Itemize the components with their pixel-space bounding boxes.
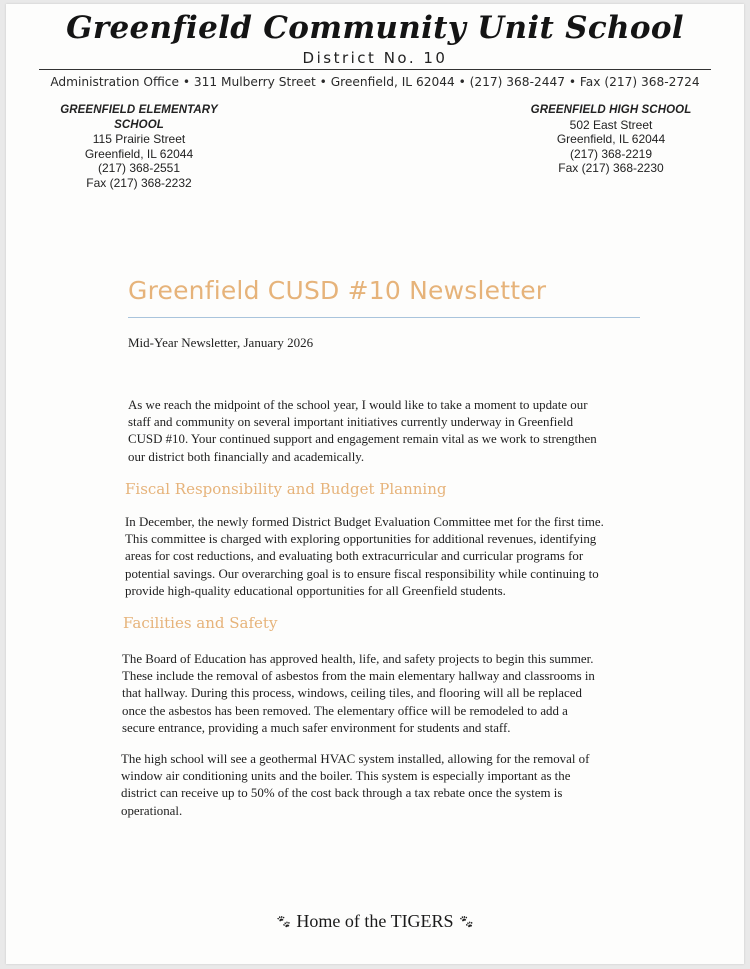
school-street: 502 East Street — [569, 117, 653, 132]
paw-print-icon: 🐾︎ — [275, 914, 292, 929]
text-line: district can receive up to 50% of the cost back through a tax rebate once the system is — [121, 786, 563, 801]
administration-address: Administration Office • 311 Mulberry Street • Greenfield, IL 62044 • (217) 368-2447 • Fax (217) 368-2724 — [50, 75, 700, 89]
paw-print-icon: 🐾︎ — [458, 914, 475, 929]
text-line: CUSD #10. Your continued support and engagement remain vital as we work to strengthen — [128, 432, 597, 447]
school-street: 115 Prairie Street — [92, 132, 186, 146]
text-line: window air conditioning units and the boiler. This system is especially important as the — [121, 769, 571, 784]
newsletter-title: Greenfield CUSD #10 Newsletter — [128, 276, 547, 305]
high-school-address — [526, 103, 696, 176]
school-fax: Fax (217) 368-2232 — [86, 175, 192, 190]
text-line: that hallway. During this process, windows, ceiling tiles, and flooring will all be replaced — [122, 686, 582, 701]
motto-text: Home of the TIGERS — [296, 911, 454, 931]
text-line: once the asbestos has been removed. The elementary office will be remodeled to add a — [122, 703, 568, 718]
fiscal-paragraph — [125, 514, 604, 600]
section-heading-facilities: Facilities and Safety — [123, 614, 278, 632]
text-line: The high school will see a geothermal HVAC system installed, allowing for the removal of — [121, 752, 590, 766]
facilities-paragraph-1 — [122, 651, 595, 737]
facilities-paragraph-2 — [121, 751, 589, 820]
title-underline — [128, 317, 640, 318]
text-line: In December, the newly formed District Budget Evaluation Committee met for the first time. — [125, 515, 604, 529]
text-line: These include the removal of asbestos from the main elementary hallway and classrooms in — [122, 669, 595, 684]
text-line: The Board of Education has approved health, life, and safety projects to begin this summer. — [122, 652, 594, 666]
text-line: potential savings. Our overarching goal is to ensure fiscal responsibility while continuing to — [125, 566, 599, 581]
district-name: Greenfield Community Unit School — [66, 10, 684, 46]
text-line: provide high-quality educational opportunities for all Greenfield students. — [125, 583, 506, 598]
text-line: operational. — [121, 803, 183, 818]
elementary-school-address — [34, 103, 244, 190]
text-line: areas for cost reductions, and evaluating both extracurricular and curricular programs for — [125, 549, 584, 564]
text-line: This committee is charged with exploring opportunities for additional revenues, identifying — [125, 532, 597, 547]
text-line: staff and community on several important initiatives currently underway in Greenfield — [128, 415, 574, 430]
school-city: Greenfield, IL 62044 — [556, 132, 666, 146]
intro-paragraph — [128, 397, 597, 466]
section-heading-fiscal: Fiscal Responsibility and Budget Planning — [125, 480, 447, 498]
school-name: GREENFIELD ELEMENTARY SCHOOL — [60, 104, 218, 131]
text-line: our district both financially and academically. — [128, 449, 365, 464]
district-number: District No. 10 — [302, 49, 448, 67]
school-phone: (217) 368-2551 — [97, 161, 181, 175]
school-fax: Fax (217) 368-2230 — [558, 161, 664, 175]
school-city: Greenfield, IL 62044 — [84, 146, 194, 161]
school-name: GREENFIELD HIGH SCHOOL — [530, 104, 692, 116]
text-line: As we reach the midpoint of the school year, I would like to take a moment to update our — [128, 398, 588, 412]
text-line: secure entrance, providing a much safer environment for students and staff. — [122, 720, 511, 735]
school-phone: (217) 368-2219 — [569, 146, 653, 161]
newsletter-date: Mid-Year Newsletter, January 2026 — [128, 335, 314, 350]
footer-motto — [6, 911, 744, 932]
letter-page — [6, 4, 744, 964]
header-divider — [39, 69, 711, 70]
